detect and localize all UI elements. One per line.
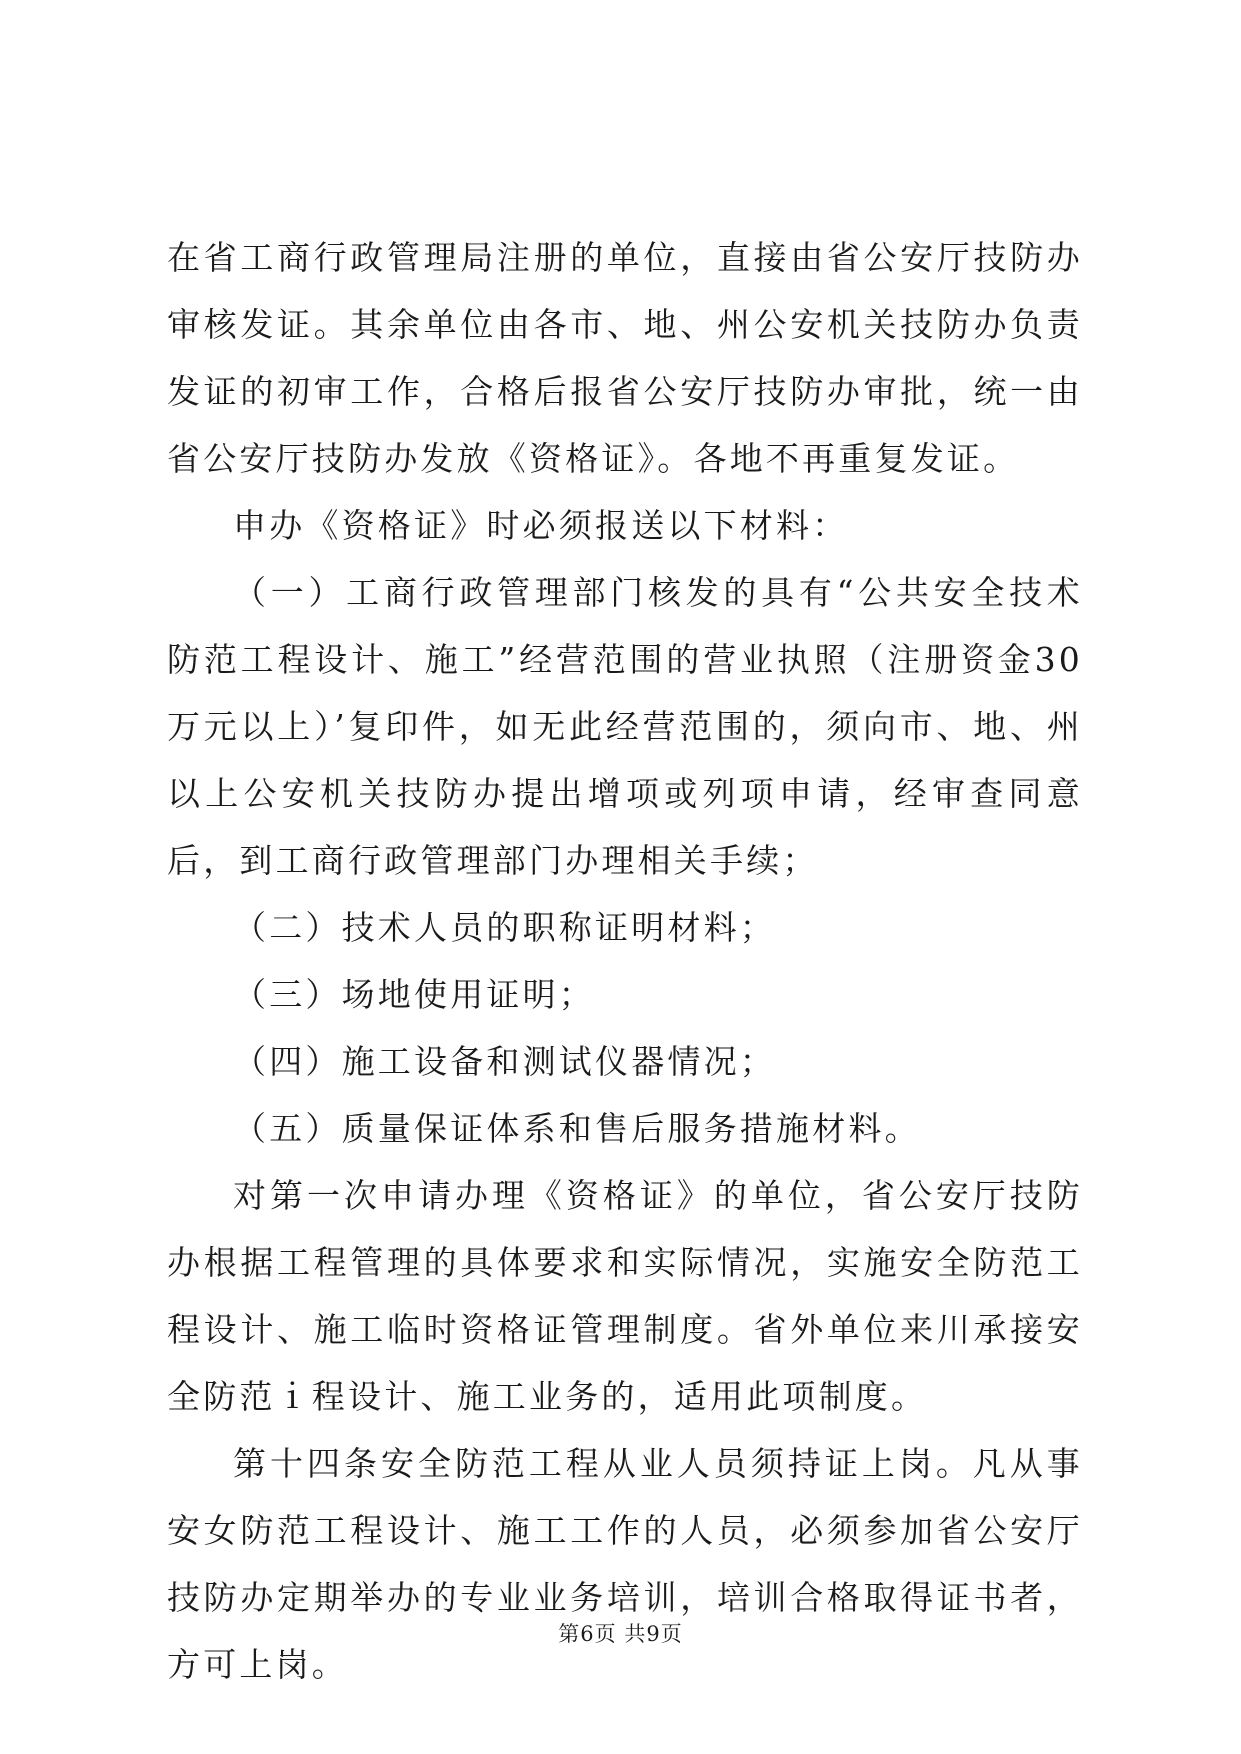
paragraph-article-14: 第十四条安全防范工程从业人员须持证上岗。凡从事安女防范工程设计、施工工作的人员，必须参加省公安厅技防办定期举办的专业业务培训，培训合格取得证书者，方可上岗。	[167, 1444, 1083, 1684]
list-item-4: （四）施工设备和测试仪器情况；	[233, 1042, 776, 1081]
paragraph-materials-intro: 申办《资格证》时必须报送以下材料：	[233, 506, 849, 545]
paragraph-registration: 在省工商行政管理局注册的单位，直接由省公安厅技防办审核发证。其余单位由各市、地、州公安机关技防办负责发证的初审工作，合格后报省公安厅技防办审批，统一由省公安厅技防办发放《资格证》。各地不再重复发证。	[167, 238, 1083, 478]
list-item-1: （一）工商行政管理部门核发的具有“公共安全技术防范工程设计、施工”经营范围的营业执照（注册资金30万元以上）’复印件，如无此经营范围的，须向市、地、州以上公安机关技防办提出增项或列项申请，经审查同意后，到工商行政管理部门办理相关手续；	[167, 573, 1083, 880]
paragraph-temporary-certificate: 对第一次申请办理《资格证》的单位，省公安厅技防办根据工程管理的具体要求和实际情况，实施安全防范工程设计、施工临时资格证管理制度。省外单位来川承接安全防范ｉ程设计、施工业务的，适用此项制度。	[167, 1176, 1083, 1416]
list-item-3: （三）场地使用证明；	[233, 975, 595, 1014]
list-item-5: （五）质量保证体系和售后服务措施材料。	[233, 1109, 921, 1148]
document-body	[167, 224, 1083, 1698]
list-item-2: （二）技术人员的职称证明材料；	[233, 908, 776, 947]
page-number-footer: 第6页 共9页	[558, 1622, 683, 1646]
